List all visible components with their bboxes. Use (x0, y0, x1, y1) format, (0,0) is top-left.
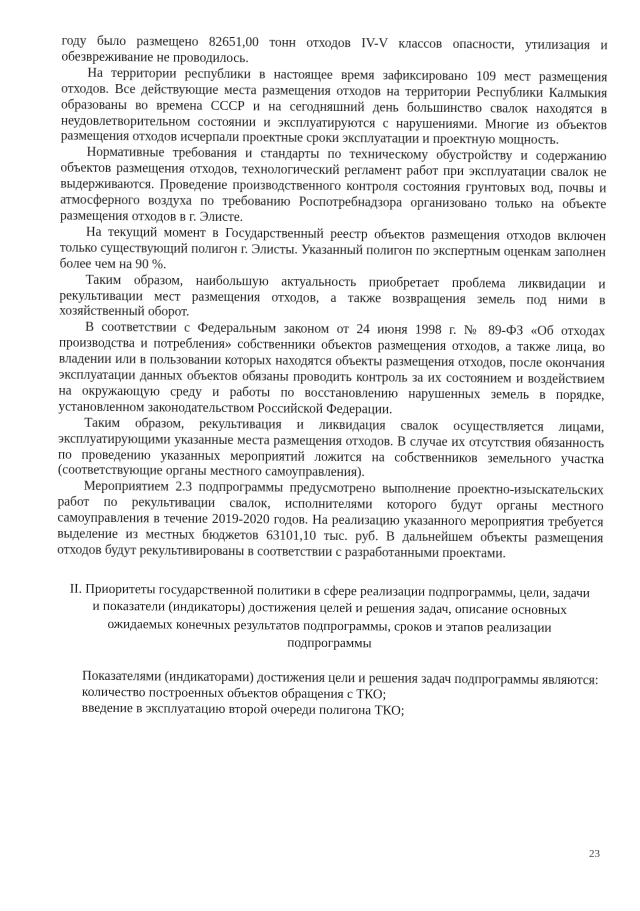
indicator-item-2: введение в эксплуатацию второй очереди полигона ТКО; (81, 699, 405, 718)
paragraph-6: В соответствии с Федеральным законом от 24 июня 1998 г. № 89-ФЗ «Об отходах производства и потребления» собственники объектов размещения отходов, а также лица, во владении или в пользовании которых находятся объекты размещения отходов, после окончания эксплуатации данных объектов обязаны проводить контроль за их состоянием и воздействием на окружающую среду и работы по восстановлению нарушенных земель в порядке, установленном законодательством Российской Федерации. (58, 319, 606, 417)
paragraph-5: Таким образом, наибольшую актуальность приобретает проблема ликвидации и рекультивации мест размещения отходов, а также возвращения земель под ними в хозяйственный оборот. (59, 271, 606, 320)
paragraph-7: Таким образом, рекультивация и ликвидация свалок осуществляется лицами, эксплуатирующими указанные места размещения отходов. В случае их отсутствия обязанность по проведению указанных мероприятий ложится на собственников земельного участка (соответствующие органы местного самоуправления). (57, 414, 605, 480)
page-number: 23 (589, 848, 600, 860)
paragraph-1: году было размещено 82651,00 тонн отходов IV-V классов опасности, утилизация и обезвреживание не проводилось. (61, 32, 608, 66)
paragraph-8: Мероприятием 2.3 подпрограммы предусмотрено выполнение проектно-изыскательских работ по рекультивации свалок, исполнителями которого будут органы местного самоуправления в течение 2019-2020 годов. На реализацию указанного мероприятия требуется выделение из местных бюджетов 63101,10 тыс. руб. В дальнейшем объекты размещения отходов будут рекультивированы в соответствии с разработанными проектами. (57, 478, 604, 561)
section-heading: II. Приоритеты государственной политики в сфере реализации подпрограммы, цели, задачи и показатели (индикаторы) достижения целей и решения задач, описание основных ожидаемых конечных результатов подпрограммы, сроков и этапов реализации подпрограммы (69, 580, 591, 651)
paragraph-4: На текущий момент в Государственный реестр объектов размещения отходов включен только существующий полигон г. Элисты. Указанный полигон по экспертным оценкам заполнен более чем на 90 %. (59, 223, 607, 272)
paragraph-3: Нормативные требования и стандарты по техническому обустройству и содержанию объектов размещения отходов, технологический регламент работ при эксплуатации свалок не выдерживаются. Проведение производственного контроля состояния грунтовых вод, почвы и атмосферного воздуха по требованию Роспотребнадзора организовано только на объекте размещения отходов в г. Элисте. (60, 144, 607, 225)
paragraph-2: На территории республики в настоящее время зафиксировано 109 мест размещения отходов. Все действующие места размещения отходов на территории Республики Калмыкия образованы во времена СССР и на сегодняшний день большинство свалок находятся в неудовлетворительном состоянии и эксплуатируются с нарушениями. Многие из объектов размещения отходов исчерпали проектные сроки эксплуатации и проектную мощность. (60, 64, 608, 148)
indicator-item-1: количество построенных объектов обращения с ТКО; (81, 683, 387, 702)
indicators-intro: Показателями (индикаторами) достижения цели и решения задач подпрограммы являются: (82, 667, 599, 688)
